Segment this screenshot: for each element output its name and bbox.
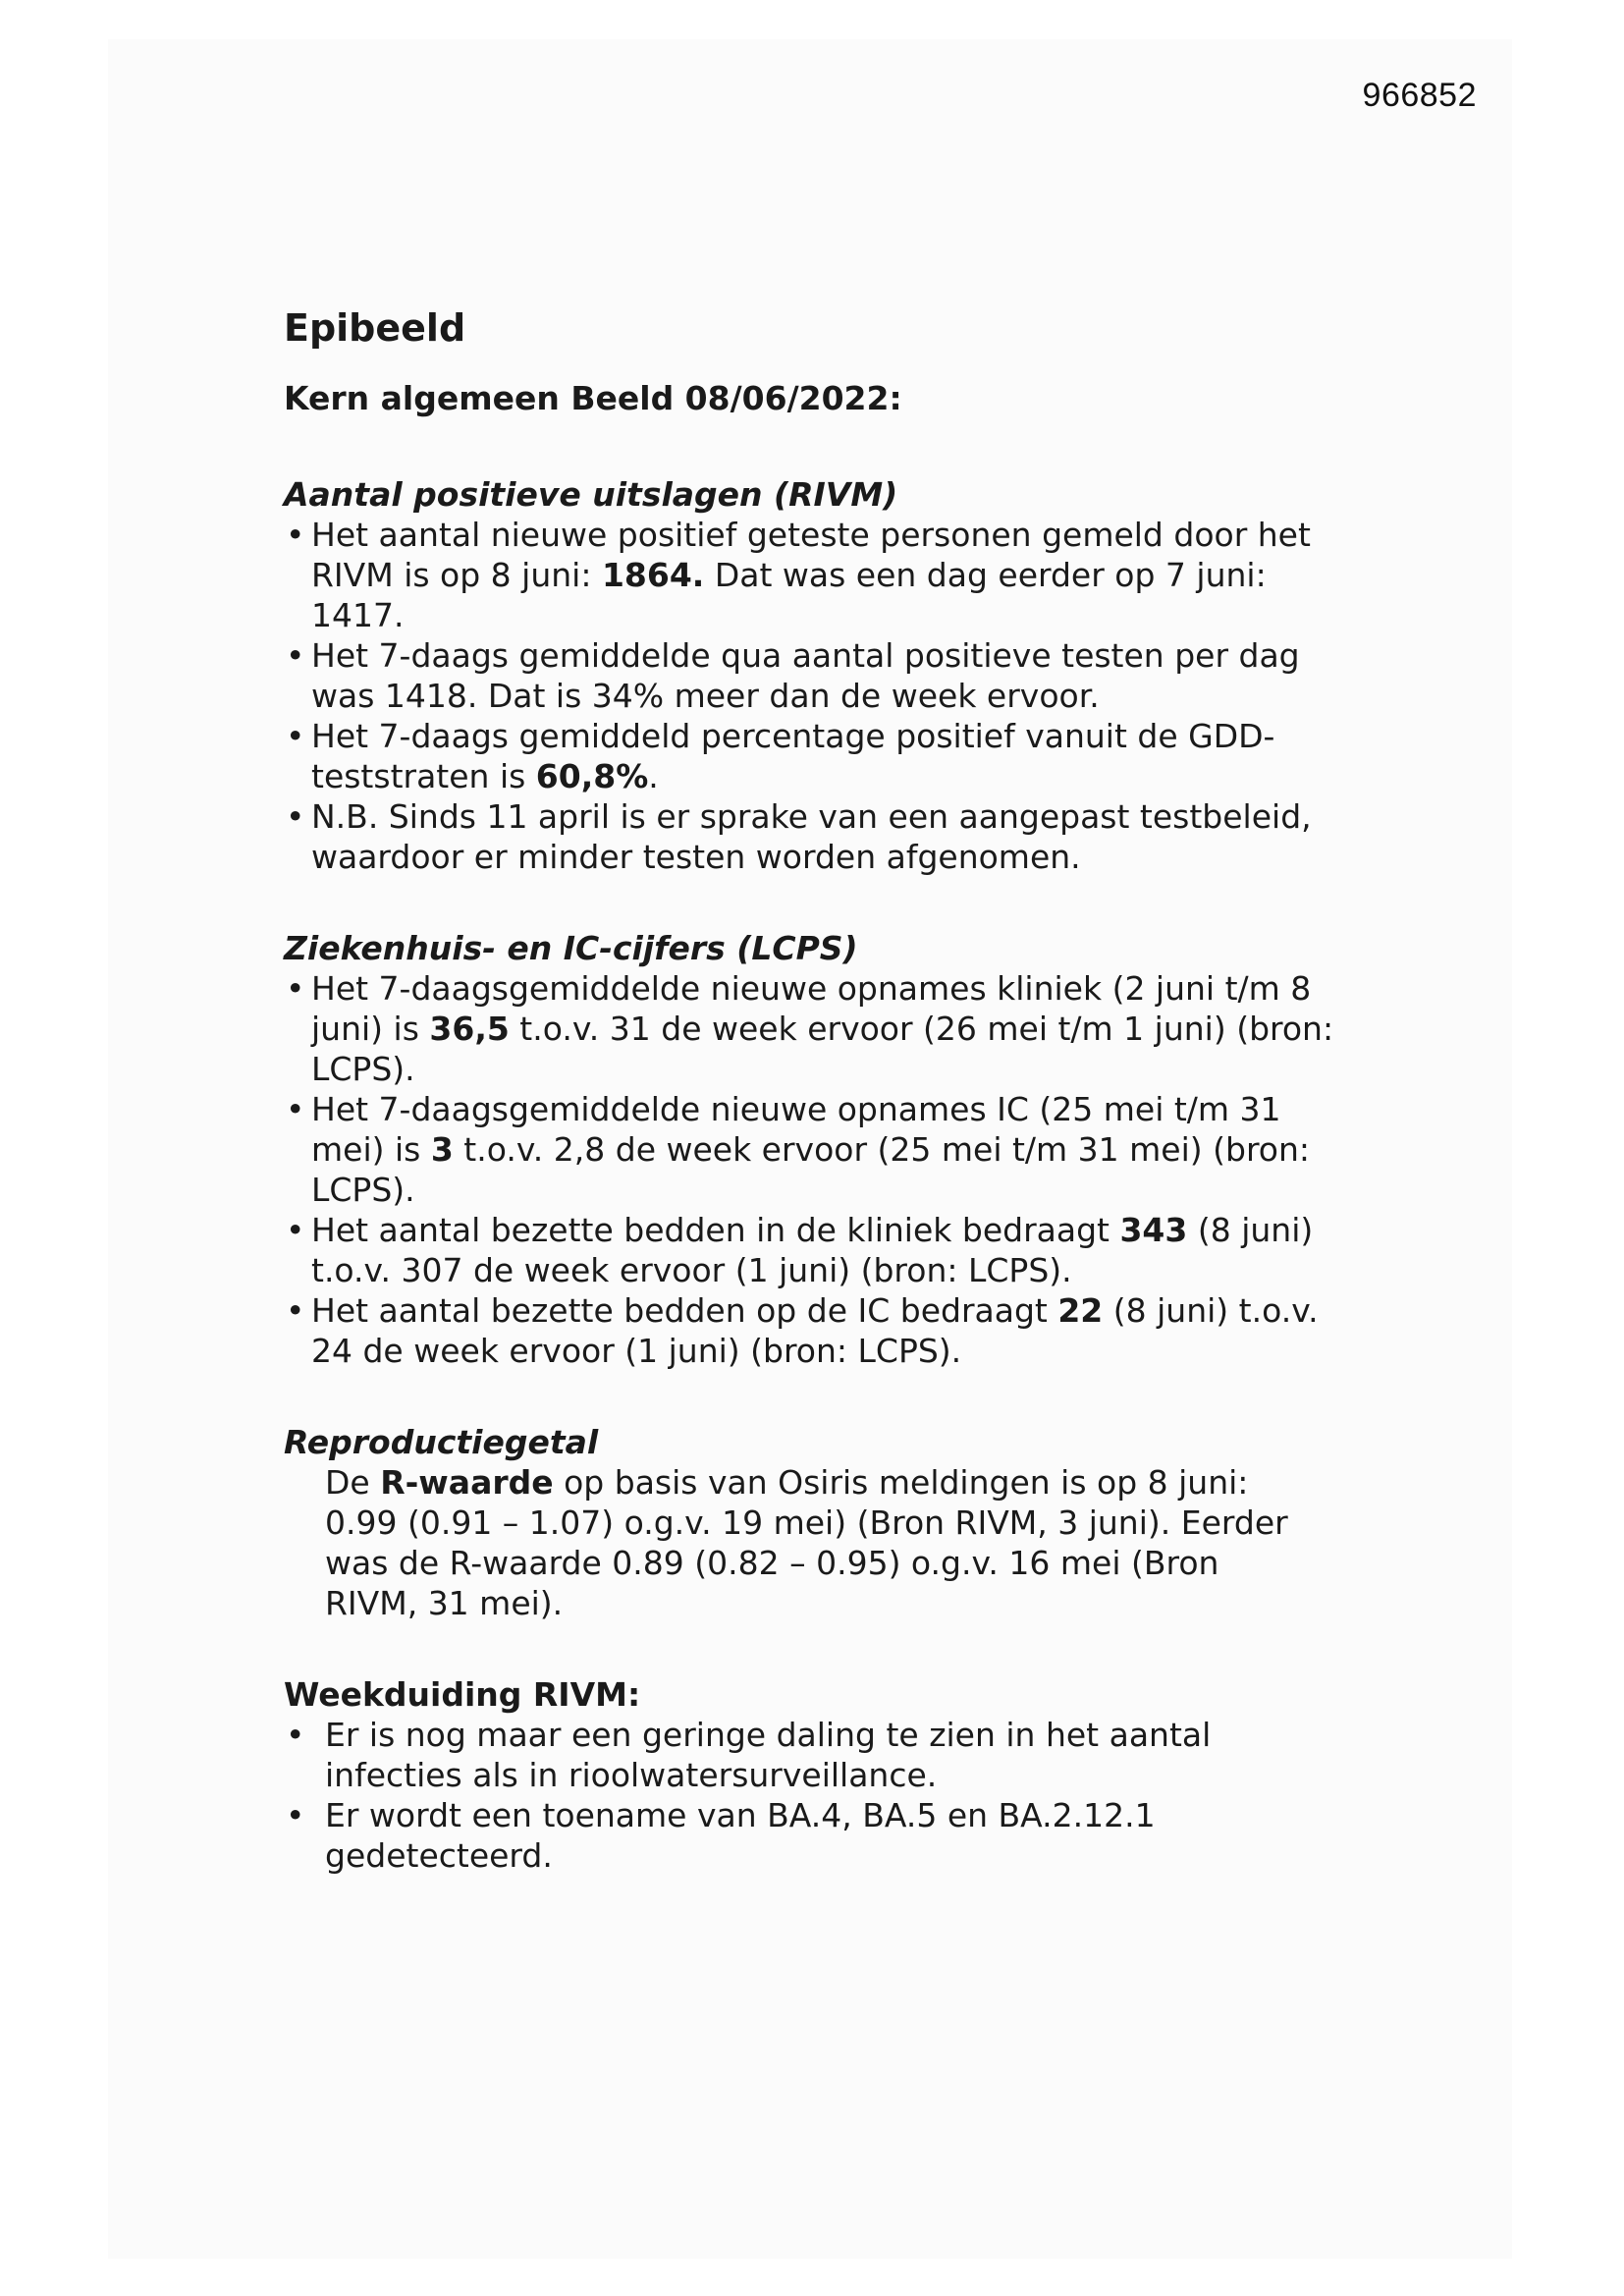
bullet-list bbox=[284, 1715, 1364, 1876]
section-heading: Ziekenhuis- en IC-cijfers (LCPS) bbox=[284, 929, 858, 968]
list-item: • Het aantal bezette bedden in de kliniek bedraagt 343 (8 juni) t.o.v. 307 de week ervoor (1 juni) (bron: LCPS). bbox=[284, 1210, 1342, 1290]
list-item: • N.B. Sinds 11 april is er sprake van een aangepast testbeleid, waardoor er minder testen worden afgenomen. bbox=[284, 796, 1342, 877]
section-hospital-figures bbox=[284, 928, 1364, 1371]
list-item: • Het 7-daagsgemiddelde nieuwe opnames kliniek (2 juni t/m 8 juni) is 36,5 t.o.v. 31 de week ervoor (26 mei t/m 1 juni) (bron: LCPS). bbox=[284, 968, 1342, 1089]
section-heading: Reproductiegetal bbox=[284, 1423, 599, 1462]
page-title: Epibeeld bbox=[284, 306, 466, 350]
page-subtitle: Kern algemeen Beeld 08/06/2022: bbox=[284, 378, 902, 417]
section-heading: Aantal positieve uitslagen (RIVM) bbox=[284, 475, 898, 515]
section-positive-results bbox=[284, 474, 1364, 877]
reproduction-paragraph: De R-waarde op basis van Osiris meldingen is op 8 juni: 0.99 (0.91 – 1.07) o.g.v. 19 mei) (Bron RIVM, 3 juni). Eerder was de R-waarde 0.89 (0.82 – 0.95) o.g.v. 16 mei (Bron RIVM, 31 mei). bbox=[325, 1463, 1288, 1623]
list-item: • Het 7-daags gemiddelde qua aantal positieve testen per dag was 1418. Dat is 34% meer dan de week ervoor. bbox=[284, 635, 1342, 716]
bullet-list bbox=[284, 515, 1364, 877]
section-heading: Weekduiding RIVM: bbox=[284, 1675, 641, 1715]
list-item: • Het 7-daagsgemiddelde nieuwe opnames IC (25 mei t/m 31 mei) is 3 t.o.v. 2,8 de week ervoor (25 mei t/m 31 mei) (bron: LCPS). bbox=[284, 1089, 1342, 1210]
list-item: • Het aantal nieuwe positief geteste personen gemeld door het RIVM is op 8 juni: 1864. Dat was een dag eerder op 7 juni: 1417. bbox=[284, 515, 1342, 635]
list-item: • Het aantal bezette bedden op de IC bedraagt 22 (8 juni) t.o.v. 24 de week ervoor (1 juni) (bron: LCPS). bbox=[284, 1290, 1342, 1371]
document-id: 966852 bbox=[1362, 77, 1477, 114]
bullet-list bbox=[284, 968, 1364, 1371]
list-item: • Er wordt een toename van BA.4, BA.5 en BA.2.12.1 gedetecteerd. bbox=[284, 1795, 1326, 1876]
section-reproduction-number bbox=[284, 1422, 1364, 1623]
list-item: • Er is nog maar een geringe daling te zien in het aantal infecties als in rioolwatersurveillance. bbox=[284, 1715, 1326, 1795]
list-item: • Het 7-daags gemiddeld percentage positief vanuit de GDD-teststraten is 60,8%. bbox=[284, 716, 1342, 796]
document-body bbox=[284, 306, 1364, 1876]
section-weekly-interpretation bbox=[284, 1674, 1364, 1876]
